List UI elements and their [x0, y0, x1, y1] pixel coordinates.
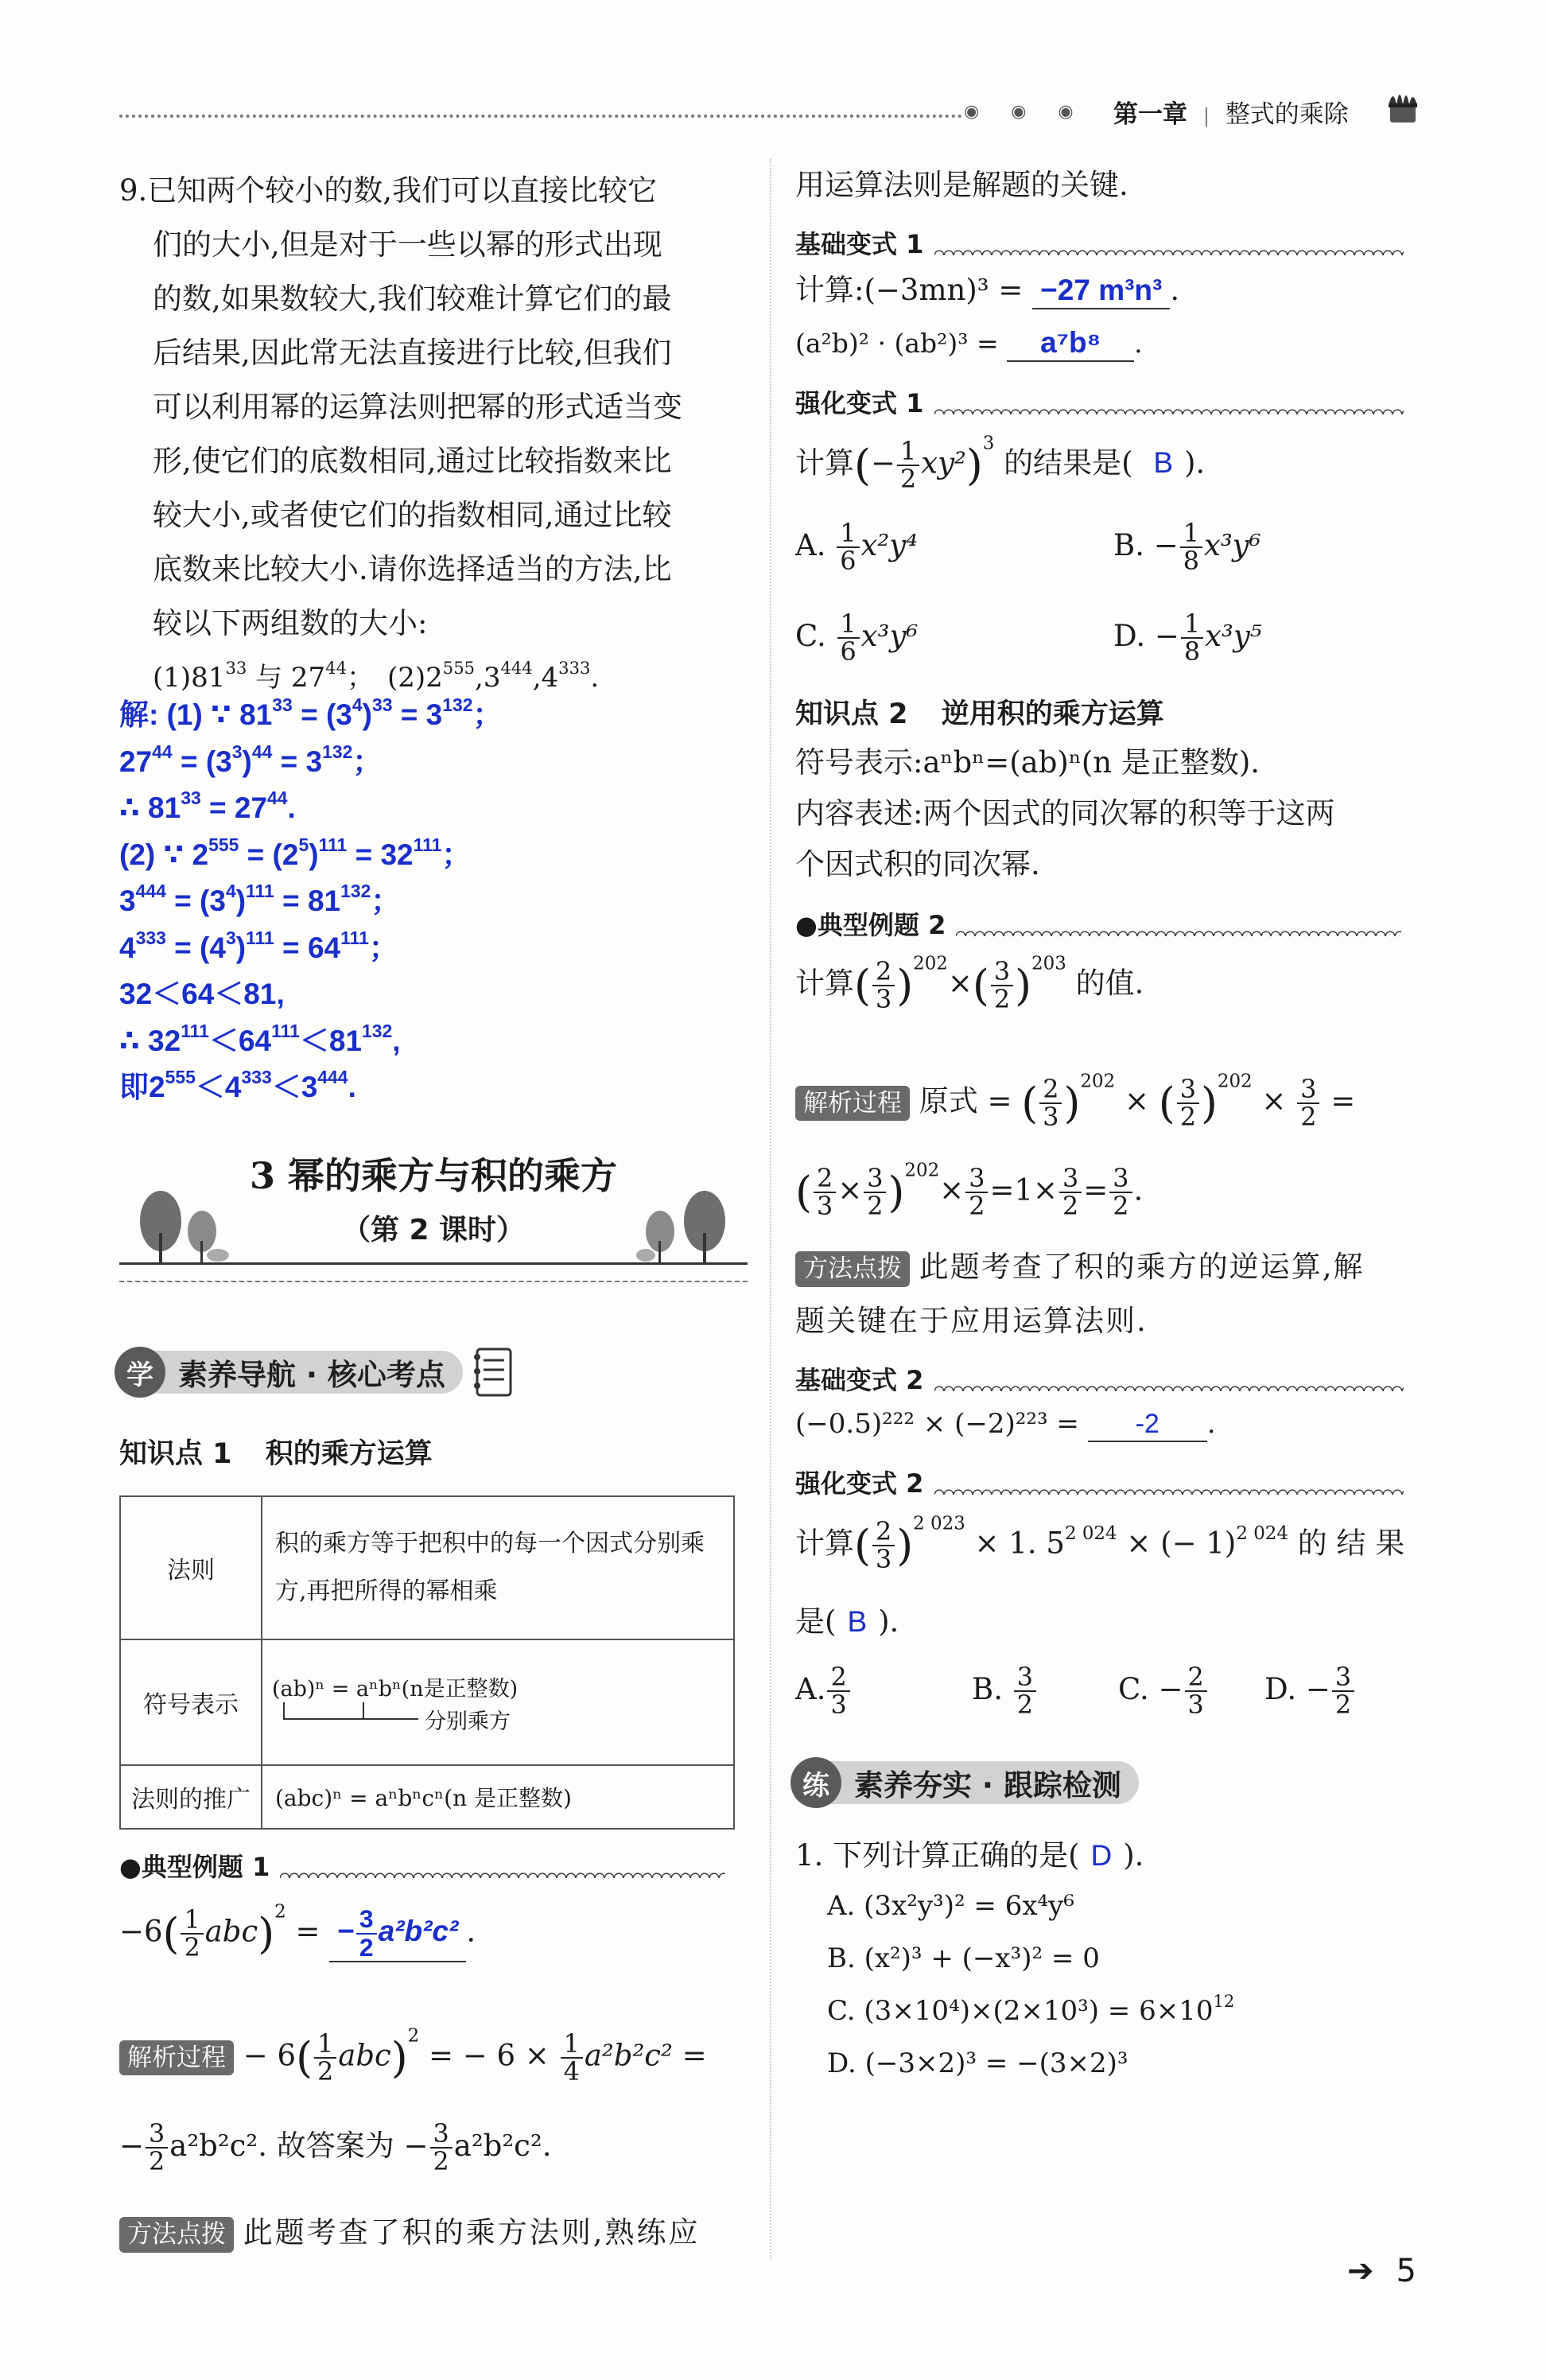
section-xue-badge: 学	[115, 1347, 165, 1398]
q9-line-5: 可以利用幂的运算法则把幂的形式适当变	[153, 390, 682, 424]
method1: 方法点拨 此题考查了积的乘方法则,熟练应	[119, 2211, 701, 2254]
row2-bracket	[272, 1702, 724, 1734]
analysis-tag: 解析过程	[795, 1086, 910, 1121]
analysis-tag: 解析过程	[119, 2040, 234, 2075]
wave-divider	[956, 925, 1401, 936]
section-lian-header	[790, 1756, 1139, 1809]
section-xue-title: 素养导航 · 核心考点	[154, 1351, 463, 1394]
qianghua1-option-d: D. − $\frac{1}{8}$ x³y⁵	[1113, 609, 1262, 667]
wave-divider	[934, 403, 1404, 414]
qianghua1-option-c: C. $\frac{1}{6}$ x³y⁶	[795, 609, 919, 667]
jichu1-heading: 基础变式 1	[795, 224, 1404, 261]
q9-line-8: 底数来比较大小.请你选择适当的方法,比	[153, 552, 672, 586]
q9-subquestions: $(1)81^{33}$ 与 $27^{44}$； $(2)2^{555},3^{444},4^{333}$.	[153, 658, 600, 694]
section-lian-title: 素养夯实 · 跟踪检测	[830, 1761, 1139, 1804]
notebook-icon	[471, 1346, 515, 1398]
wave-divider	[934, 1380, 1404, 1391]
qianghua1-question: 计算(− $\frac{1}{2}$ xy²)$^3$ 的结果是( B ).	[795, 433, 1206, 494]
row2-body	[262, 1639, 734, 1765]
chapter-label: 第一章	[1113, 100, 1187, 129]
kp2-desc-1: 内容表述:两个因式的同次幂的积等于这两	[795, 796, 1335, 830]
qianghua2-option-b: B. $\frac{3}{2}$	[972, 1664, 1038, 1719]
qianghua2-option-a: A. $\frac{2}{3}$	[795, 1664, 852, 1719]
kp1-label: 知识点 1	[119, 1438, 232, 1470]
qianghua1-heading: 强化变式 1	[795, 383, 1404, 420]
wave-divider	[934, 1484, 1404, 1495]
kp1-title: 积的乘方运算	[265, 1438, 433, 1470]
qianghua1-option-a: A. $\frac{1}{6}$ x²y⁴	[795, 518, 918, 577]
example1-expression: −6( $\frac{1}{2}$ abc)$^2$ = − $\frac{3}{2}$ a²b²c² .	[119, 1901, 476, 1962]
q9-line-7: 较大小,或者使它们的指数相同,通过比较	[153, 498, 672, 532]
lesson-subtitle: （第 2 课时）	[341, 1214, 526, 1246]
solution-line-2: $27^{44} = (3^3)^{44} = 3^{132}$；	[119, 741, 383, 778]
section-lian-badge: 练	[790, 1757, 841, 1808]
row1-body: 积的乘方等于把积中的每一个因式分别乘 方,再把所得的幂相乘	[262, 1496, 734, 1639]
qianghua2-option-d: D. − $\frac{3}{2}$	[1264, 1664, 1356, 1719]
row3-body: (abc)ⁿ = aⁿbⁿcⁿ(n 是正整数)	[262, 1765, 734, 1829]
jichu1-line-2: (a²b)² · (ab²)³ = a⁷b⁸ .	[795, 325, 1143, 363]
q1-stem: 1. 下列计算正确的是( D ).	[795, 1838, 1144, 1872]
solution-line-6: $4^{333} = (4^3)^{111} = 64^{111}$；	[119, 927, 398, 964]
row2-formula: (ab)ⁿ = aⁿbⁿ(n是正整数)	[272, 1676, 519, 1701]
banner-dashed-rule	[119, 1281, 748, 1282]
lesson-banner	[119, 1145, 748, 1265]
qianghua2-heading: 强化变式 2	[795, 1464, 1404, 1500]
header-dots: ◉◉◉	[964, 102, 1105, 122]
right-continuation: 用运算法则是解题的关键.	[795, 168, 1128, 202]
q9-solution	[119, 692, 503, 1111]
jichu1-line-1: 计算:(−3mn)³ = −27 m³n³ .	[795, 269, 1179, 312]
solution-line-8: ∴ $32^{111}<64^{111}<81^{132}$,	[119, 1020, 401, 1057]
jichu2-question: (−0.5)²²² × (−2)²²³ = -2 .	[795, 1405, 1216, 1444]
solution-line-1: 解: (1) ∵ $81^{33} = (3^4)^{33} = 3^{132}$；	[119, 694, 503, 731]
qianghua1-answer: B	[1153, 446, 1173, 480]
solution-line-4: (2) ∵ $2^{555} = (2^5)^{111} = 32^{111}$；	[119, 834, 472, 871]
q9-line-3: 的数,如果数较大,我们较难计算它们的最	[153, 282, 672, 316]
page-number: 5	[1396, 2253, 1416, 2289]
example2-expression: 计算( $\frac{2}{3}$ )$^{202}$×( $\frac{3}{2}$ )$^{203}$ 的值.	[795, 953, 1144, 1014]
q9-line-4: 后结果,因此常无法直接进行比较,但我们	[153, 336, 672, 370]
header-separator: |	[1202, 105, 1210, 127]
kp2-symbol: 符号表示:aⁿbⁿ=(ab)ⁿ(n 是正整数).	[795, 745, 1260, 780]
analysis1-line-1: 解析过程 − 6( $\frac{1}{2}$ abc)$^2$ = − 6 × $\frac{1}{4}$ a²b²c² =	[119, 2027, 707, 2089]
chapter-title: 整式的乘除	[1225, 100, 1349, 129]
row3-head: 法则的推广	[120, 1765, 262, 1829]
method2-line-2: 题关键在于应用运算法则.	[795, 1304, 1148, 1338]
q9-line-6: 形,使它们的底数相同,通过比较指数来比	[153, 444, 672, 478]
method-tag: 方法点拨	[119, 2217, 234, 2252]
section-xue-header	[115, 1346, 515, 1398]
qianghua1-option-b: B. − $\frac{1}{8}$ x³y⁶	[1113, 518, 1261, 577]
example1-answer: − $\frac{3}{2}$ a²b²c²	[329, 1906, 466, 1962]
row2-head: 符号表示	[120, 1639, 262, 1765]
solution-line-3: ∴ $81^{33} = 27^{44}$.	[119, 787, 296, 824]
running-header	[1113, 94, 1349, 130]
example1-heading	[119, 1847, 725, 1884]
next-arrow-icon: ➔	[1347, 2253, 1374, 2289]
method2-line-1: 方法点拨 此题考查了积的乘方的逆运算,解	[795, 1246, 1365, 1289]
qianghua2-answer: B	[847, 1605, 868, 1638]
example2-heading: ●典型例题 2	[795, 905, 1401, 942]
qianghua2-option-c: C. − $\frac{2}{3}$	[1118, 1664, 1209, 1719]
q9-line-2: 们的大小,但是对于一些以幂的形式出现	[153, 228, 662, 262]
q1-option-a: A. (3x²y³)² = 6x⁴y⁶	[827, 1890, 1074, 1922]
row1-head: 法则	[120, 1496, 262, 1639]
rules-table	[119, 1495, 735, 1830]
jichu2-heading: 基础变式 2	[795, 1360, 1404, 1397]
solution-line-7: 32＜64＜81,	[119, 978, 285, 1010]
analysis2-line-1: 解析过程 原式 = ( $\frac{2}{3}$ )$^{202}$ × ( $\frac{3}{2}$ )$^{202}$ × $\frac{3}{2}$ =	[795, 1072, 1355, 1134]
lesson-title: 3 幂的乘方与积的乘方	[249, 1154, 618, 1197]
header-rule	[119, 115, 962, 118]
qianghua2-question: 计算( $\frac{2}{3}$ )$^{2 023}$ × 1. $5^{2 024}$ × (− 1)$^{2 024}$ 的 结 果	[795, 1513, 1405, 1574]
kp1-heading	[119, 1432, 433, 1472]
wave-divider	[934, 244, 1404, 255]
footer	[1347, 2253, 1416, 2289]
q1-answer: D	[1090, 1839, 1113, 1872]
method-tag: 方法点拨	[795, 1251, 910, 1286]
q9-line-9: 较以下两组数的大小:	[153, 606, 428, 640]
q1-option-d: D. (−3×2)³ = −(3×2)³	[827, 2048, 1128, 2079]
q9-line-1: 9.已知两个较小的数,我们可以直接比较它	[119, 173, 658, 208]
jichu2-answer: -2	[1088, 1408, 1207, 1442]
column-divider	[770, 159, 771, 2259]
q9-block	[119, 164, 682, 705]
kp2-desc-2: 个因式积的同次幂.	[795, 847, 1040, 881]
kp2-heading: 知识点 2 逆用积的乘方运算	[795, 698, 1164, 730]
plant-icon	[1382, 83, 1424, 126]
qianghua2-line-2: 是( B ).	[795, 1604, 899, 1639]
solution-line-5: $3^{444} = (3^4)^{111} = 81^{132}$；	[119, 880, 401, 917]
q1-option-c: C. $(3\times 10^4)\times(2\times 10^3) = 6\times 10^{12}$	[827, 1991, 1235, 2027]
row2-note: 分别乘方	[425, 1709, 511, 1734]
wave-divider	[280, 1867, 725, 1878]
analysis1-line-2: − $\frac{3}{2}$ a²b²c². 故答案为 − $\frac{3}{2}$ a²b²c².	[119, 2118, 552, 2177]
example1-label: ●典型例题 1	[119, 1852, 270, 1882]
solution-line-9: 即$2^{555}<4^{333}<3^{444}$.	[119, 1066, 356, 1103]
q1-option-b: B. (x²)³ + (−x³)² = 0	[827, 1942, 1100, 1974]
tree-icon-right	[636, 1185, 740, 1265]
analysis2-line-2: ( $\frac{2}{3}$ × $\frac{3}{2}$ )$^{202}$× $\frac{3}{2}$ =1× $\frac{3}{2}$ = $\frac{3}{2}$ .	[795, 1160, 1144, 1221]
